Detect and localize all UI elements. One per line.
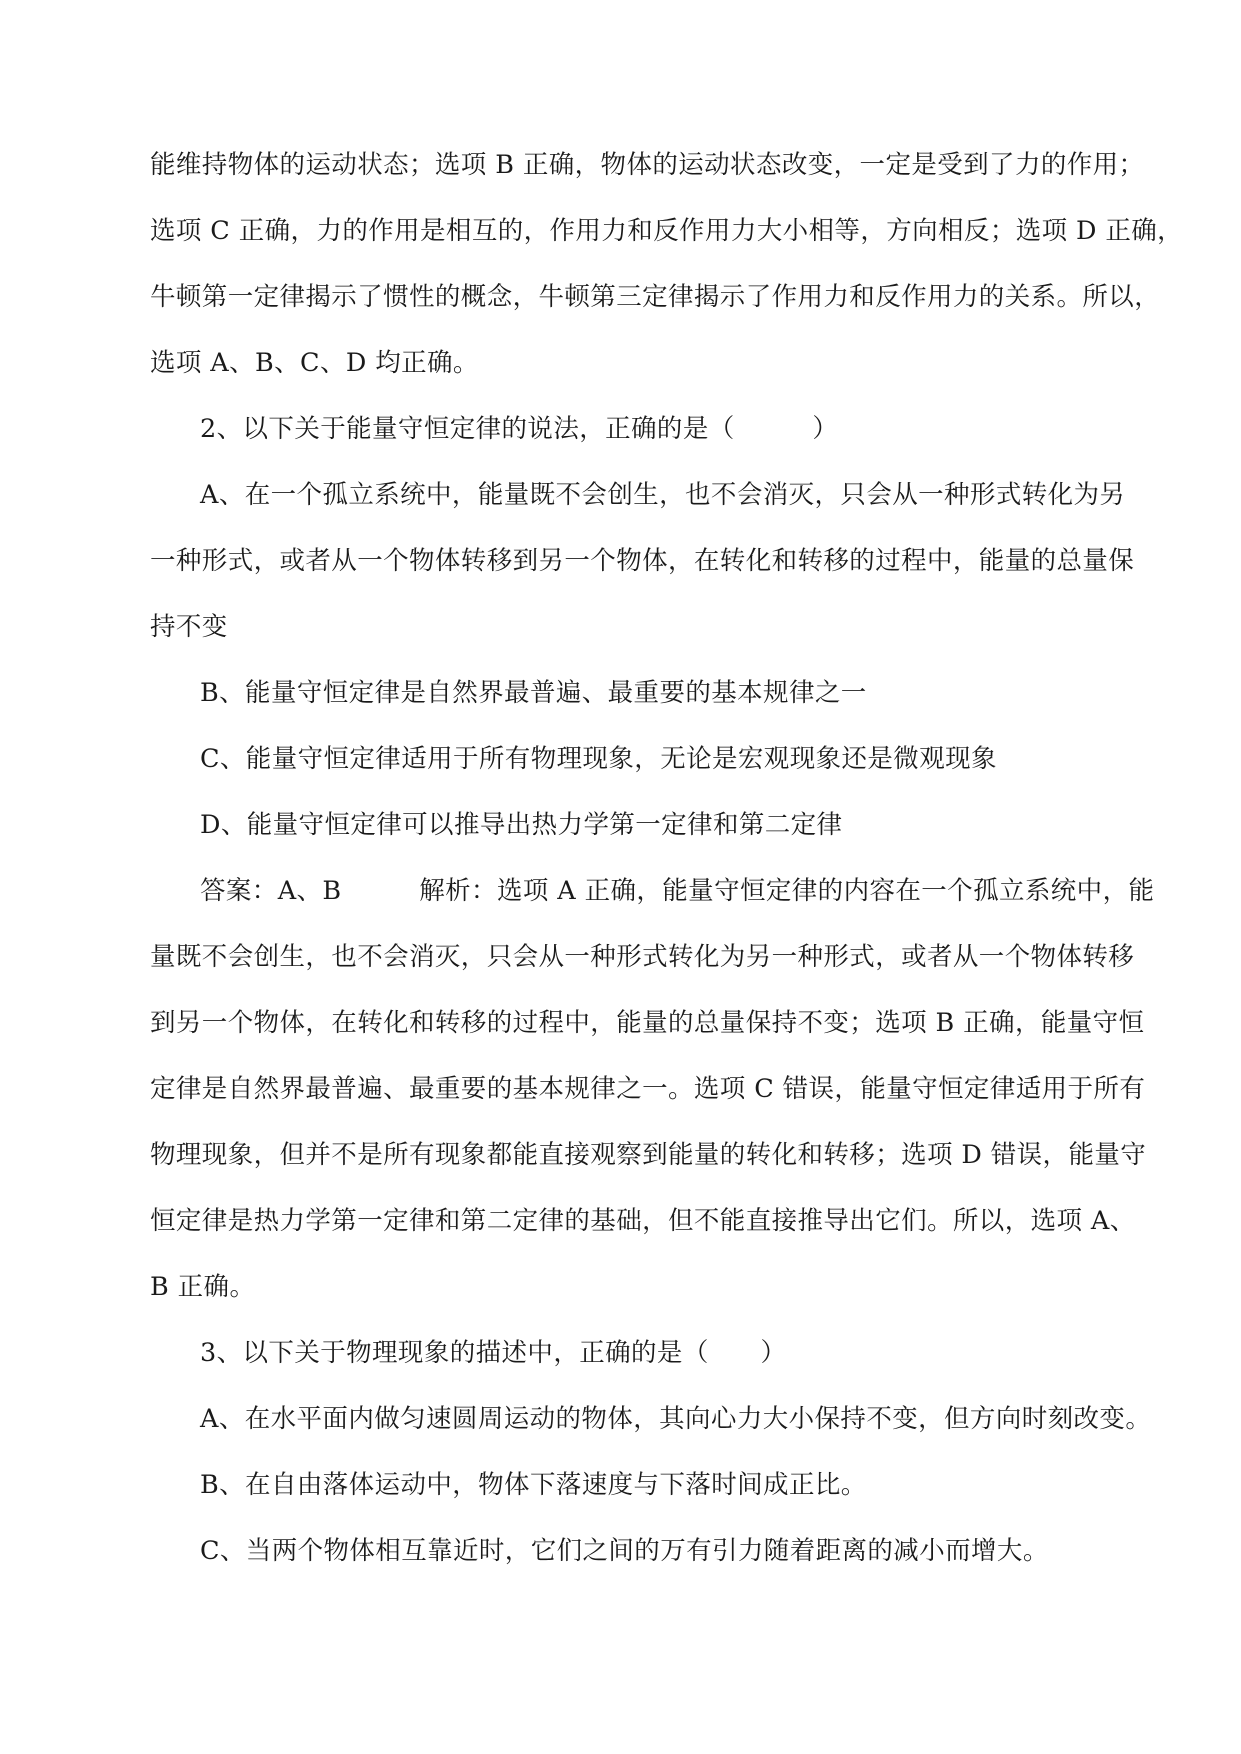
- question-2-option-b: B、能量守恒定律是自然界最普遍、最重要的基本规律之一: [200, 678, 867, 708]
- question-3-option-a: A、在水平面内做匀速圆周运动的物体，其向心力大小保持不变，但方向时刻改变。: [200, 1404, 1152, 1434]
- text-line: 选项 A、B、C、D 均正确。: [150, 348, 479, 378]
- question-2-option-d: D、能量守恒定律可以推导出热力学第一定律和第二定律: [200, 810, 843, 840]
- question-3-option-c: C、当两个物体相互靠近时，它们之间的万有引力随着距离的减小而增大。: [200, 1536, 1049, 1566]
- text-line: 一种形式，或者从一个物体转移到另一个物体，在转化和转移的过程中，能量的总量保: [150, 546, 1135, 576]
- text-line: B 正确。: [150, 1272, 256, 1302]
- text-line: 恒定律是热力学第一定律和第二定律的基础，但不能直接推导出它们。所以，选项 A、: [150, 1206, 1136, 1236]
- document-page: [150, 132, 1184, 1584]
- text-line: 牛顿第一定律揭示了惯性的概念，牛顿第三定律揭示了作用力和反作用力的关系。所以，: [150, 282, 1161, 312]
- question-2-option-c: C、能量守恒定律适用于所有物理现象，无论是宏观现象还是微观现象: [200, 744, 997, 774]
- question-2-option-a: A、在一个孤立系统中，能量既不会创生，也不会消灭，只会从一种形式转化为另: [200, 480, 1126, 510]
- text-line: 量既不会创生，也不会消灭，只会从一种形式转化为另一种形式，或者从一个物体转移: [150, 942, 1135, 972]
- text-line: 物理现象，但并不是所有现象都能直接观察到能量的转化和转移；选项 D 错误，能量守: [150, 1140, 1147, 1170]
- text-line: 到另一个物体，在转化和转移的过程中，能量的总量保持不变；选项 B 正确，能量守恒: [150, 1008, 1145, 1038]
- question-2-answer: 答案：A、B 解析：选项 A 正确，能量守恒定律的内容在一个孤立系统中，能: [200, 876, 1155, 906]
- question-2-stem: 2、以下关于能量守恒定律的说法，正确的是（ ）: [200, 414, 839, 444]
- text-line: 定律是自然界最普遍、最重要的基本规律之一。选项 C 错误，能量守恒定律适用于所有: [150, 1074, 1146, 1104]
- text-line: 持不变: [150, 612, 228, 642]
- question-3-stem: 3、以下关于物理现象的描述中，正确的是（ ）: [200, 1338, 787, 1368]
- text-line: 选项 C 正确，力的作用是相互的，作用力和反作用力大小相等，方向相反；选项 D 正确，: [150, 216, 1184, 246]
- question-3-option-b: B、在自由落体运动中，物体下落速度与下落时间成正比。: [200, 1470, 867, 1500]
- text-line: 能维持物体的运动状态；选项 B 正确，物体的运动状态改变，一定是受到了力的作用；: [150, 150, 1145, 180]
